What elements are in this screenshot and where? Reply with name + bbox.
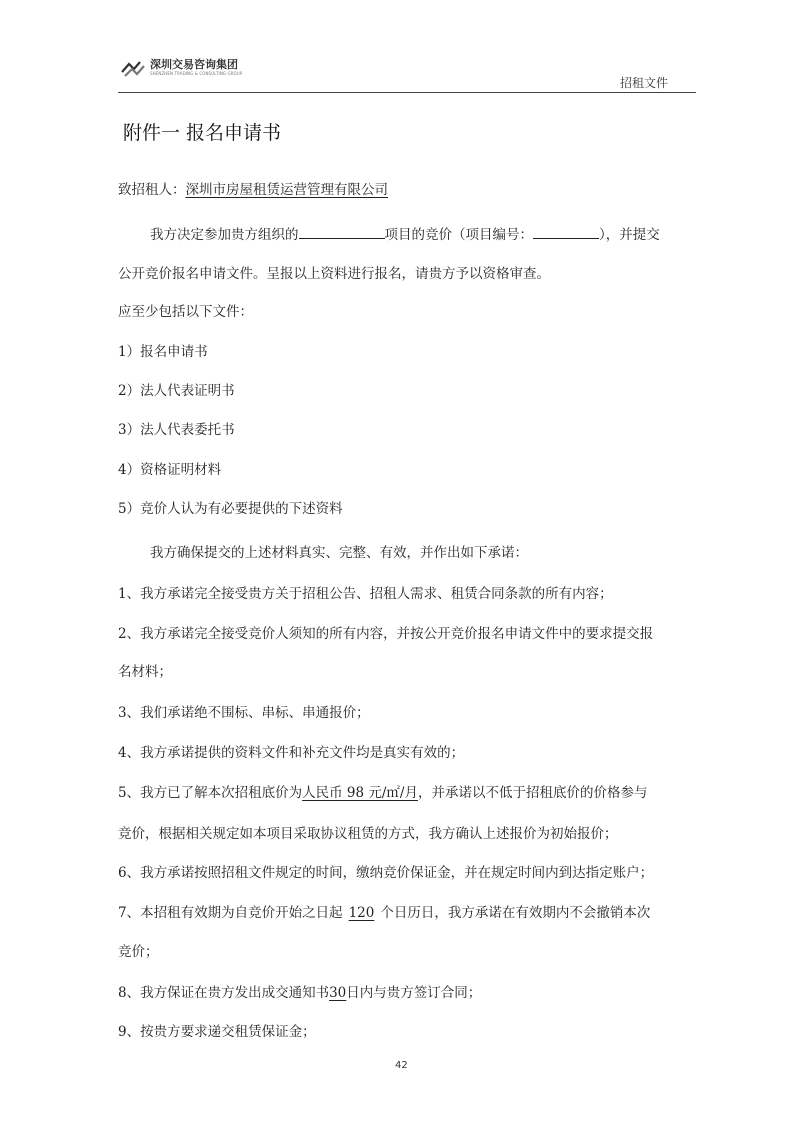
company-name-en: SHENZHEN TRADING & CONSULTING GROUP xyxy=(150,71,243,76)
list-item: 3）法人代表委托书 xyxy=(118,422,235,438)
commitment-1: 1、我方承诺完全接受贵方关于招租公告、招租人需求、租赁合同条款的所有内容； xyxy=(118,586,613,602)
commit-intro: 我方确保提交的上述材料真实、完整、有效，并作出如下承诺： xyxy=(150,545,528,561)
commitment-5-post: ，并承诺以不低于招租底价的价格参与 xyxy=(417,785,648,801)
intro-text-1: 我方决定参加贵方组织的 xyxy=(150,227,299,243)
reserve-price: 人民币 98 元/㎡/月 xyxy=(302,785,418,801)
commitment-2-line-1: 2、我方承诺完全接受竞价人须知的所有内容，并按公开竞价报名申请文件中的要求提交报 xyxy=(118,626,654,642)
commitment-3: 3、我们承诺绝不围标、串标、串通报价； xyxy=(118,705,370,721)
commitment-8-post: 日内与贵方签订合同； xyxy=(346,985,482,1001)
commitment-7-pre: 7、本招租有效期为自竞价开始之日起 xyxy=(118,905,343,921)
project-number-blank[interactable] xyxy=(533,226,599,239)
commitment-2-line-2: 名材料； xyxy=(118,664,172,680)
list-item: 5）竞价人认为有必要提供的下述资料 xyxy=(118,501,343,517)
commitment-7-post: 个日历日，我方承诺在有效期内不会撤销本次 xyxy=(380,905,651,921)
doc-type-label: 招租文件 xyxy=(620,76,669,90)
recipient-line xyxy=(118,178,388,198)
list-item: 4）资格证明材料 xyxy=(118,462,222,478)
contract-days: 30 xyxy=(329,985,347,1001)
page-number: 42 xyxy=(395,1060,408,1071)
commitment-8 xyxy=(118,981,481,1001)
intro-line-2: 公开竞价报名申请文件。呈报以上资料进行报名，请贵方予以资格审查。 xyxy=(118,266,550,282)
commitment-6: 6、我方承诺按照招租文件规定的时间，缴纳竞价保证金，并在规定时间内到达指定账户； xyxy=(118,865,654,881)
page-title: 附件一 报名申请书 xyxy=(123,122,282,144)
intro-line-1 xyxy=(150,223,660,243)
commitment-9: 9、按贵方要求递交租赁保证金； xyxy=(118,1024,316,1040)
recipient-label: 致招租人： xyxy=(118,182,186,198)
company-name-cn: 深圳交易咨询集团 xyxy=(150,58,238,71)
company-logo xyxy=(120,54,260,84)
company-logo-icon xyxy=(120,56,146,80)
recipient-name: 深圳市房屋租赁运营管理有限公司 xyxy=(185,182,388,198)
commitment-5-line-1 xyxy=(118,781,647,801)
header-divider xyxy=(118,92,696,93)
commitment-5-pre: 5、我方已了解本次招租底价为 xyxy=(118,785,303,801)
commitment-8-pre: 8、我方保证在贵方发出成交通知书 xyxy=(118,985,330,1001)
project-name-blank[interactable] xyxy=(299,226,385,239)
intro-text-3: ），并提交 xyxy=(599,227,660,243)
docs-heading: 应至少包括以下文件： xyxy=(118,304,253,320)
intro-text-2: 项目的竞价（项目编号： xyxy=(384,227,533,243)
list-item: 1）报名申请书 xyxy=(118,344,208,360)
commitment-7-line-2: 竞价； xyxy=(118,944,159,960)
commitment-4: 4、我方承诺提供的资料文件和补充文件均是真实有效的； xyxy=(118,745,465,761)
validity-days: 120 xyxy=(348,905,375,921)
list-item: 2）法人代表证明书 xyxy=(118,383,235,399)
commitment-5-line-2: 竞价，根据相关规定如本项目采取协议租赁的方式，我方确认上述报价为初始报价； xyxy=(118,826,618,842)
commitment-7-line-1 xyxy=(118,901,650,921)
